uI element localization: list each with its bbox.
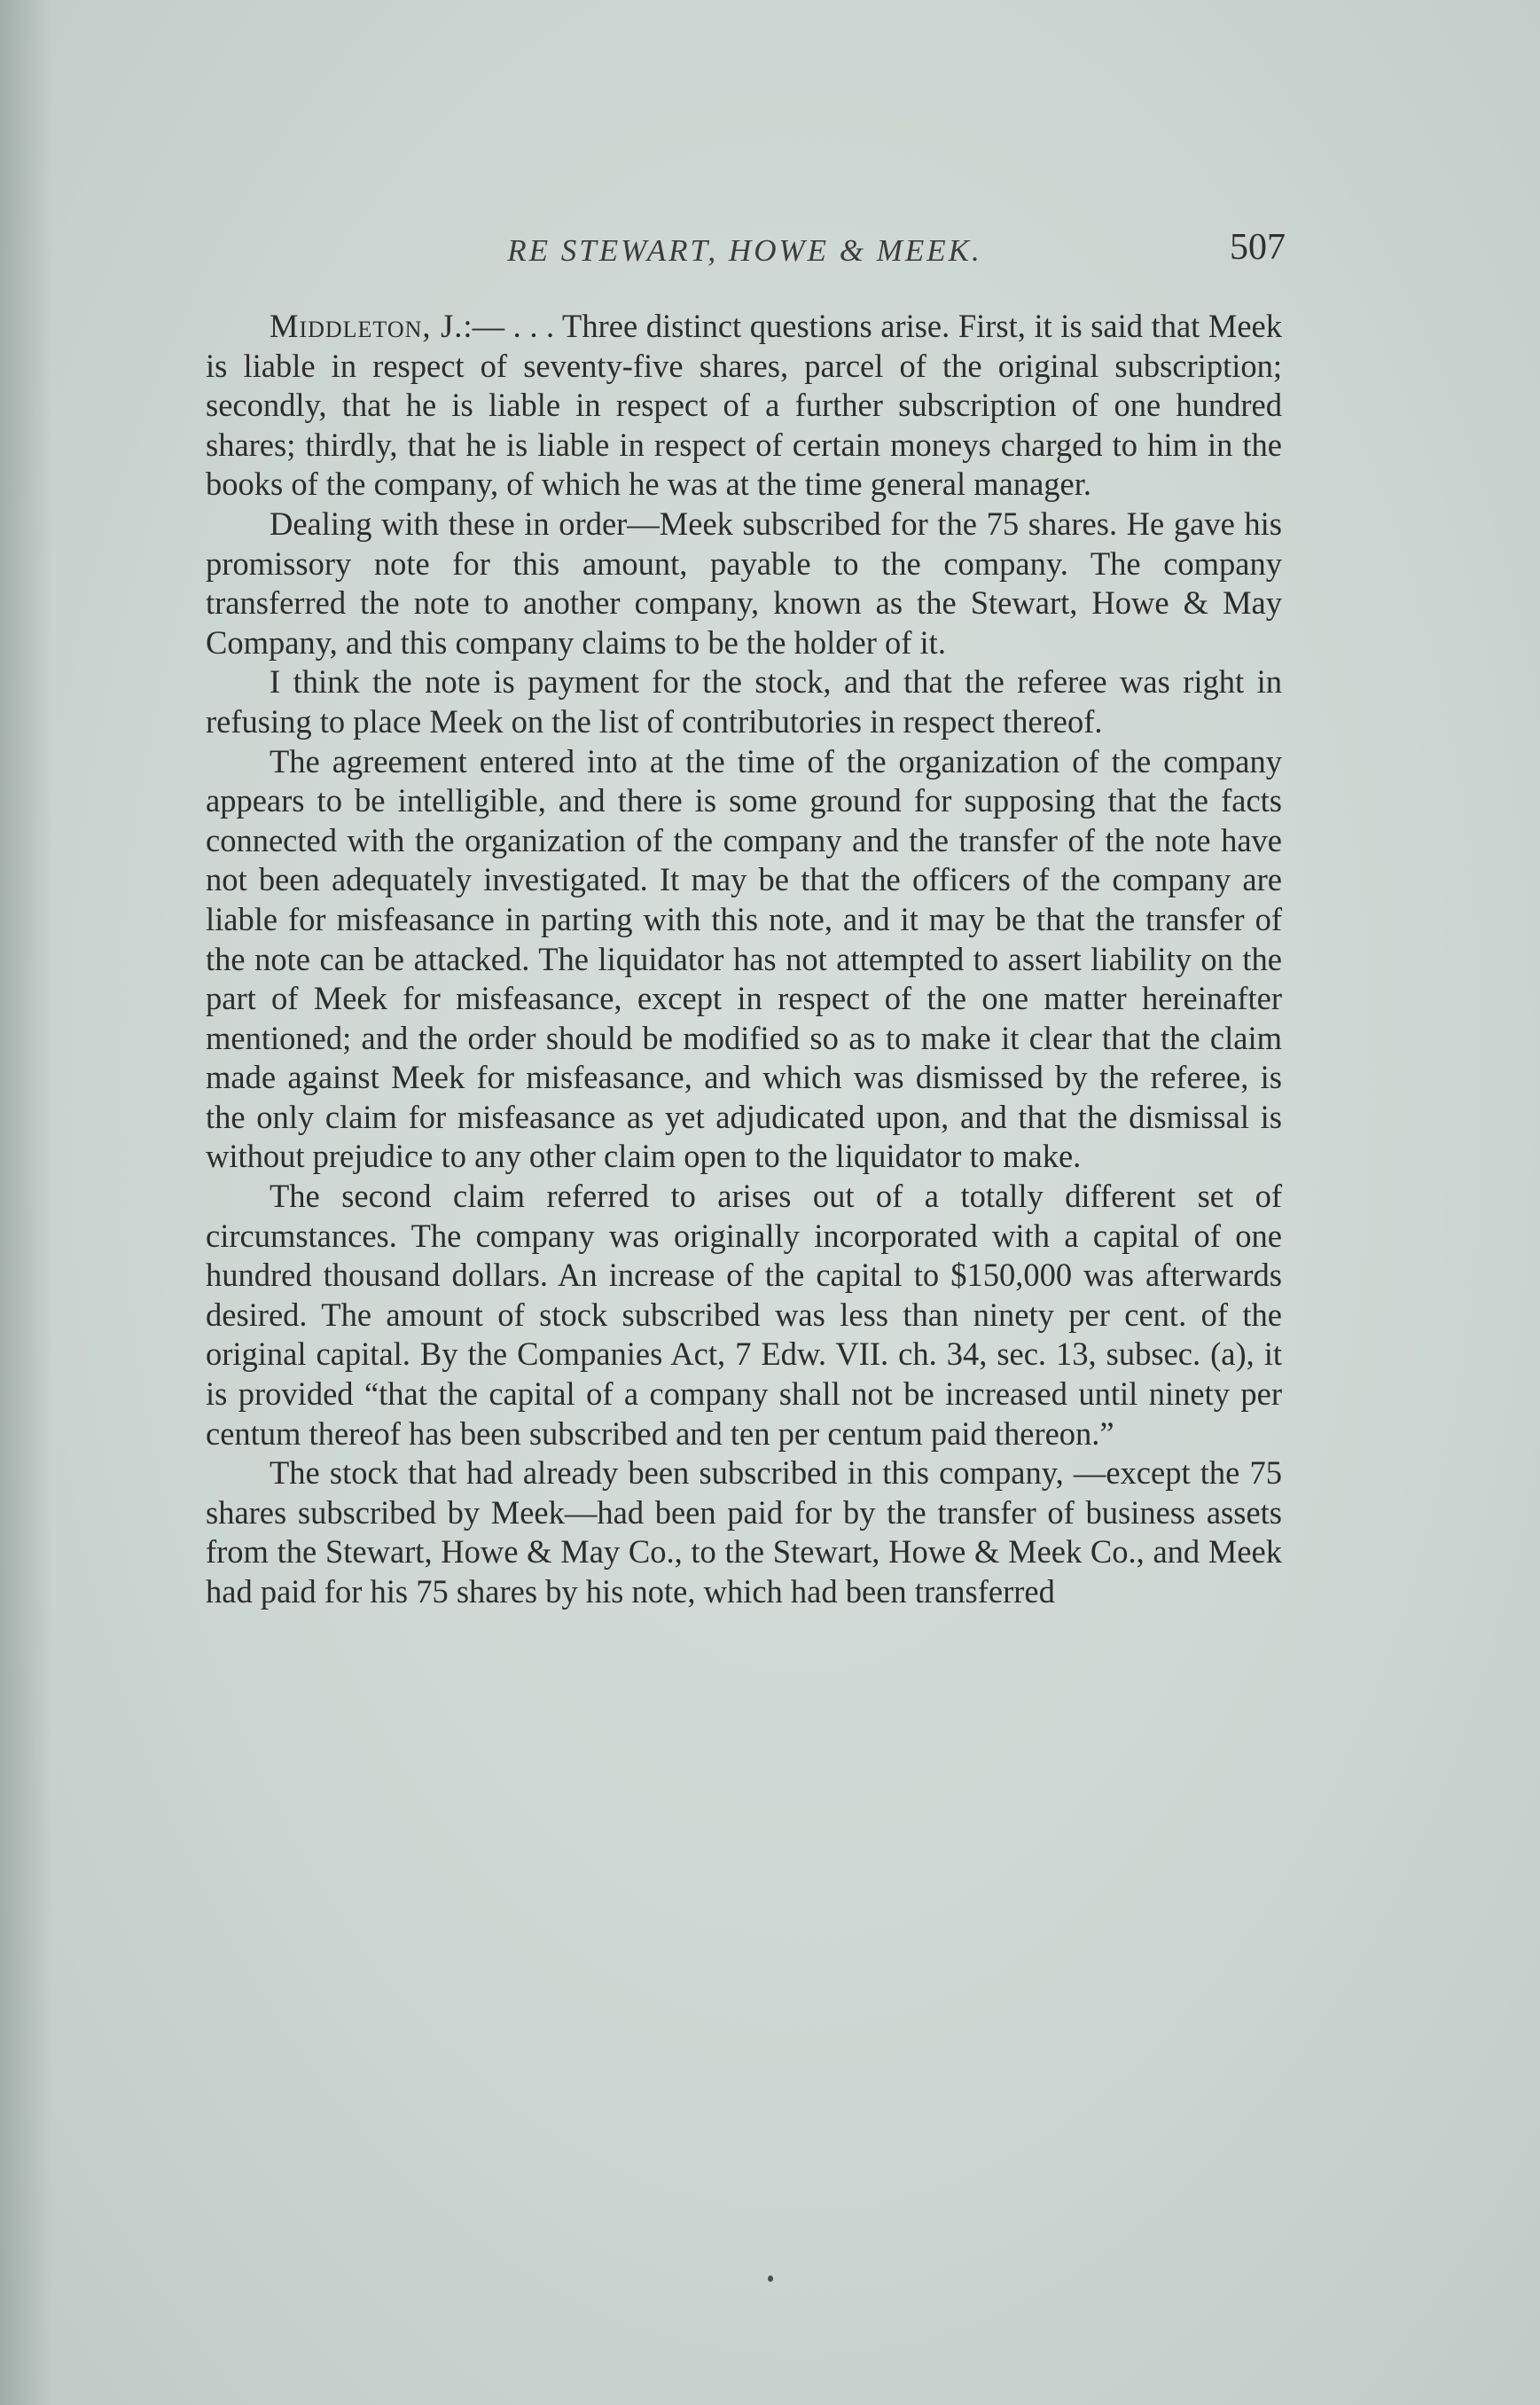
paragraph-2 (206, 505, 1282, 662)
binding-shadow (0, 0, 53, 2405)
ink-speck (768, 2276, 773, 2282)
running-head (204, 226, 1286, 279)
paragraph-6 (206, 1453, 1282, 1611)
paragraph-text: Dealing with these in order—Meek subscribed for the 75 shares. He gave his promissory note for this amount, payable to the company. The company transferred the note to another company, known as the Stewart, Howe & May Company, and this company claims to be the holder of it. (206, 505, 1282, 661)
paragraph-text: The second claim referred to arises out of a totally different set of circumstances. The company was originally incorporated with a capital of one hundred thousand dollars. An increase of the capital to $150,000 was afterwards desired. The amount of stock subscribed was less than ninety per cent. of the original capital. By the Companies Act, 7 Edw. VII. ch. 34, sec. 13, subsec. (a), it is provided “that the capital of a company shall not be increased until ninety per centum thereof has been subscribed and ten per centum paid thereon.” (206, 1178, 1282, 1452)
body-text (206, 307, 1282, 1612)
speaker-name: Middleton, J. (270, 308, 464, 344)
running-title: RE STEWART, HOWE & MEEK. (507, 233, 982, 268)
paragraph-4 (206, 742, 1282, 1178)
paragraph-3 (206, 662, 1282, 741)
paragraph-text: The stock that had already been subscribed in this company, —except the 75 shares subscribed by Meek—had been paid for by the transfer of business assets from the Stewart, Howe & May Co., to the Stewart, Howe & Meek Co., and Meek had paid for his 75 shares by his note, which had been transferred (206, 1454, 1282, 1610)
paragraph-5 (206, 1177, 1282, 1453)
paragraph-text: :— . . . Three distinct questions arise. First, it is said that Meek is liable in respect of seventy-five shares, parcel of the original subscription; secondly, that he is liable in respect of a further subscription of one hundred shares; thirdly, that he is liable in respect of certain moneys charged to him in the books of the company, of which he was at the time general manager. (206, 308, 1282, 503)
paragraph-1 (206, 307, 1282, 505)
page-number: 507 (1230, 227, 1286, 268)
paragraph-text: I think the note is payment for the stock, and that the referee was right in refusing to place Meek on the list of contributories in respect thereof. (206, 663, 1282, 740)
paragraph-text: The agreement entered into at the time of the organization of the company appears to be intelligible, and there is some ground for supposing that the facts connected with the organization of the company and the transfer of the note have not been adequately investigated. It may be that the officers of the company are liable for misfeasance in parting with this note, and it may be that the transfer of the note can be attacked. The liquidator has not attempted to assert liability on the part of Meek for misfeasance, except in respect of the one matter hereinafter mentioned; and the order should be modified so as to make it clear that the claim made against Meek for misfeasance, and which was dismissed by the referee, is the only claim for misfeasance as yet adjudicated upon, and that the dismissal is without prejudice to any other claim open to the liquidator to make. (206, 742, 1282, 1175)
